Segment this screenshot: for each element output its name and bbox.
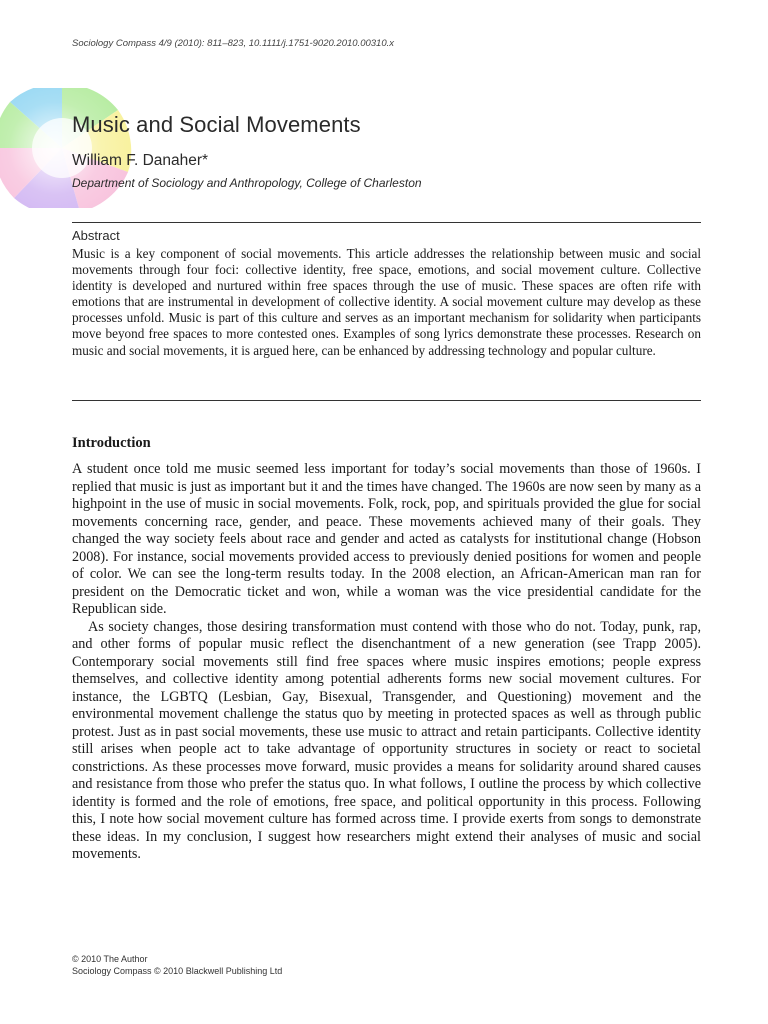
section-heading-introduction: Introduction (72, 435, 151, 451)
footer-publisher-copyright: Sociology Compass © 2010 Blackwell Publishing Ltd (72, 965, 283, 976)
sociology-compass-logo (0, 88, 155, 208)
abstract-text: Music is a key component of social movements. This article addresses the relationship between music and social movements through four foci: collective identity, free space, emotions, and social movement culture. Collective identity is developed and nurtured within free spaces through the use of music. These spaces are often rife with emotions that are instrumental in development of collective identity. A social movement culture may develop as these processes unfold. Music is part of this culture and serves as an important mechanism for solidarity when participants move beyond free spaces to more contested ones. Examples of song lyrics demonstrate these processes. Research on music and social movements, it is argued here, can be enhanced by addressing technology and popular culture. (72, 246, 701, 358)
author-affiliation: Department of Sociology and Anthropology, College of Charleston (72, 176, 422, 190)
footer-author-copyright: © 2010 The Author (72, 954, 148, 964)
copyright-footer (72, 954, 282, 977)
abstract-top-rule (72, 222, 701, 223)
introduction-body (72, 461, 701, 864)
abstract-label: Abstract (72, 228, 120, 243)
abstract-bottom-rule (72, 400, 701, 401)
introduction-paragraph-2: As society changes, those desiring transformation must contend with those who do not. Today, punk, rap, and other forms of popular music reflect the disenchantment of a new generation (see Trapp 2005). Contemporary social movements still find free spaces where music inspires emotions; people express themselves, and collective identity among potential adherents forms new social movement cultures. For instance, the LGBTQ (Lesbian, Gay, Bisexual, Transgender, and Questioning) movement and the environmental movement challenge the status quo by meeting in protected spaces as well as through public protest. Just as in past social movements, these use music to attract and retain participants. Collective identity still arises when people act to take advantage of opportunity structures in society or react to societal constrictions. As these processes move forward, music provides a means for solidarity around shared causes and resistance from those who prefer the status quo. In what follows, I outline the process by which collective identity is formed and the role of emotions, free space, and political opportunity in this process. Following this, I note how social movement culture has formed across time. I provide exerts from songs to demonstrate these ideas. In my conclusion, I suggest how researchers might extend their analyses of music and social movements. (72, 618, 701, 862)
author-name: William F. Danaher* (72, 152, 209, 169)
running-head: Sociology Compass 4/9 (2010): 811–823, 10.1111/j.1751-9020.2010.00310.x (72, 38, 395, 49)
article-title: Music and Social Movements (72, 112, 361, 137)
introduction-paragraph-1: A student once told me music seemed less important for today’s social movements than those of 1960s. I replied that music is just as important but it and the times have changed. The 1960s are now seen by many as a highpoint in the use of music in social movements. Folk, rock, pop, and spirituals provided the glue for social movements concerning race, gender, and peace. These movements achieved many of their goals. They changed the way society feels about race and gender and acted as catalysts for institutional change (Hobson 2008). For instance, social movements provided access to previously denied positions for women and people of color. We can see the long-term results today. In the 2008 election, an African-American man ran for president on the Democratic ticket and won, while a woman was the vice presidential candidate for the Republican side. (72, 461, 701, 617)
